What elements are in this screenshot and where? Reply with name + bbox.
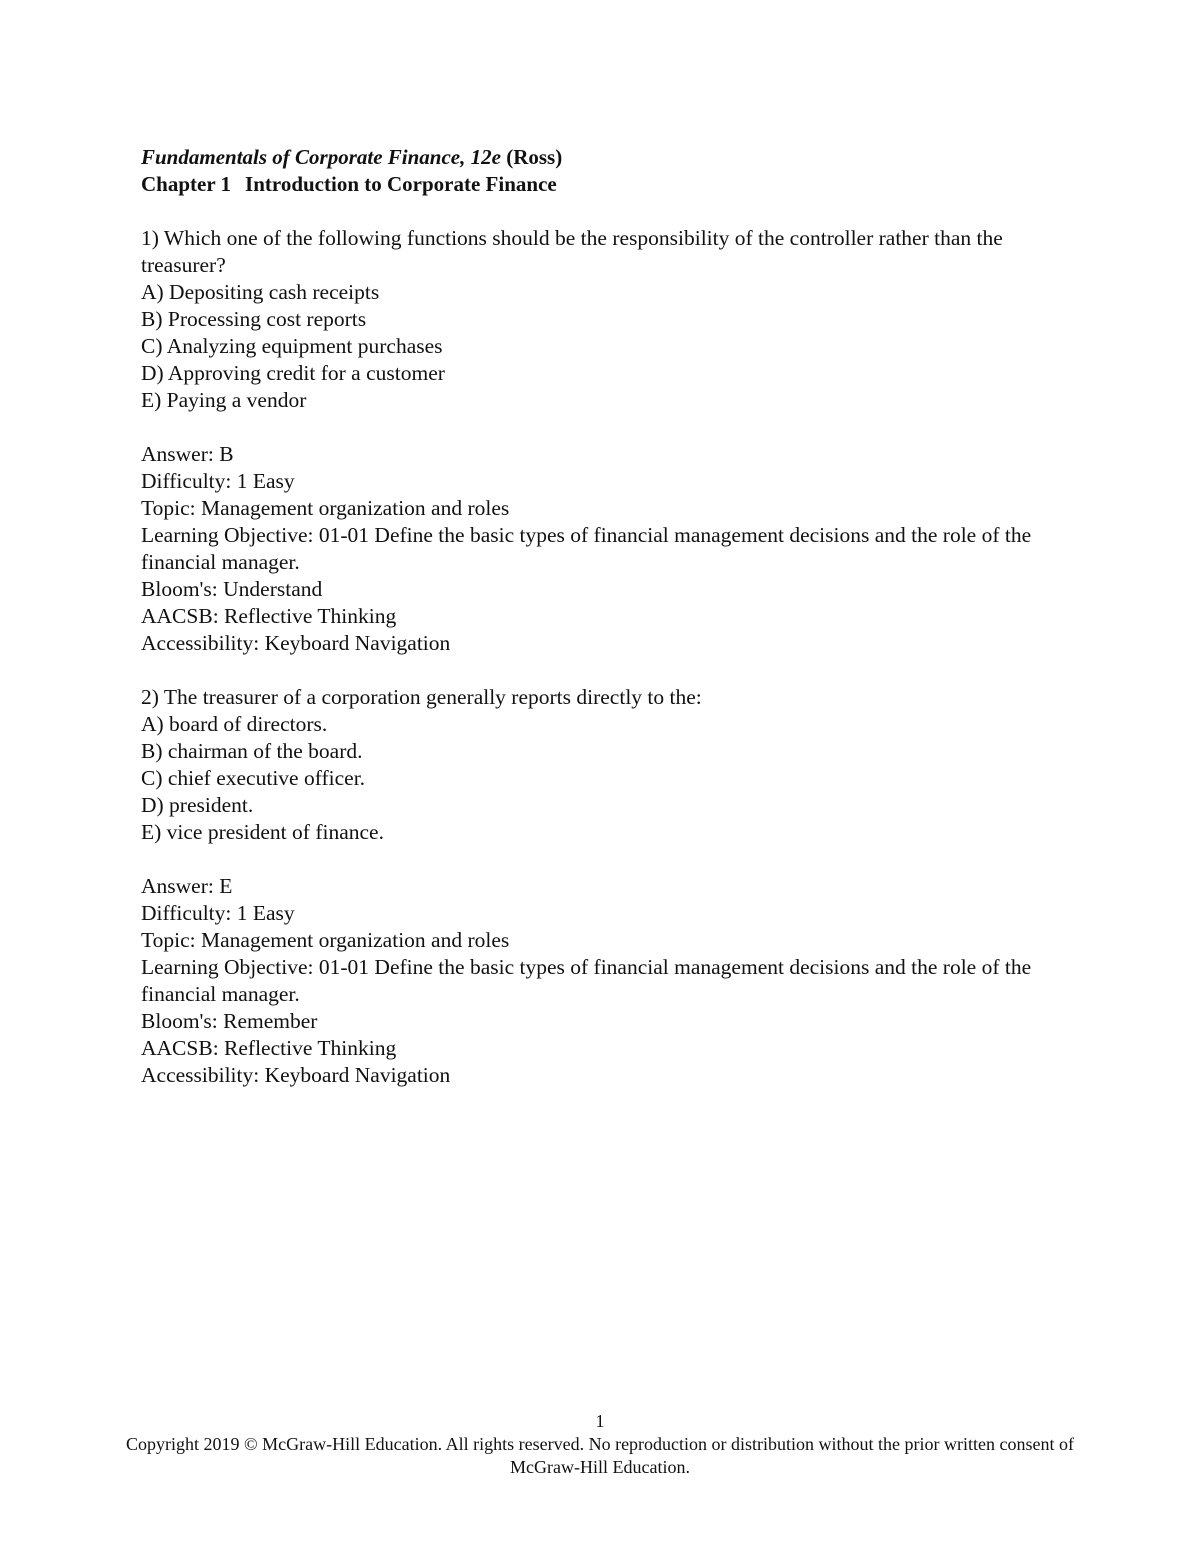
author: (Ross) [506,145,563,169]
answer: Answer: E [141,874,233,898]
question-stem: 1) Which one of the following functions should be the responsibility of the controller rather than the treasurer? [141,226,1003,277]
difficulty: Difficulty: 1 Easy [141,469,295,493]
accessibility: Accessibility: Keyboard Navigation [141,631,451,655]
option-e: E) Paying a vendor [141,388,307,412]
book-title-line [141,144,1071,171]
learning-objective: Learning Objective: 01-01 Define the basic types of financial management decisions and the role of the financial manager. [141,955,1032,1006]
document-page [141,144,1071,1089]
topic: Topic: Management organization and roles [141,928,510,952]
answer: Answer: B [141,442,234,466]
option-b: B) chairman of the board. [141,739,363,763]
topic: Topic: Management organization and roles [141,496,510,520]
chapter-heading [141,171,1071,198]
difficulty: Difficulty: 1 Easy [141,901,295,925]
question-2 [141,684,1071,846]
option-c: C) Analyzing equipment purchases [141,334,443,358]
option-e: E) vice president of finance. [141,820,384,844]
book-title: Fundamentals of Corporate Finance, 12e [141,145,501,169]
aacsb: AACSB: Reflective Thinking [141,1036,397,1060]
aacsb: AACSB: Reflective Thinking [141,604,397,628]
copyright-notice: Copyright 2019 © McGraw-Hill Education. All rights reserved. No reproduction or distribution without the prior written consent of McGraw-Hill Education. [125,1434,1074,1477]
blooms: Bloom's: Remember [141,1009,318,1033]
blooms: Bloom's: Understand [141,577,323,601]
chapter-title: Introduction to Corporate Finance [245,172,557,196]
page-footer [100,1410,1100,1479]
question-2-meta [141,873,1071,1089]
option-d: D) president. [141,793,254,817]
option-b: B) Processing cost reports [141,307,367,331]
question-1 [141,225,1071,414]
chapter-label: Chapter 1 [141,172,232,196]
option-a: A) board of directors. [141,712,328,736]
accessibility: Accessibility: Keyboard Navigation [141,1063,451,1087]
question-1-meta [141,441,1071,657]
learning-objective: Learning Objective: 01-01 Define the basic types of financial management decisions and the role of the financial manager. [141,523,1032,574]
option-d: D) Approving credit for a customer [141,361,445,385]
page-number: 1 [595,1411,605,1431]
option-c: C) chief executive officer. [141,766,366,790]
option-a: A) Depositing cash receipts [141,280,380,304]
question-stem: 2) The treasurer of a corporation generally reports directly to the: [141,685,702,709]
document-header [141,144,1071,198]
